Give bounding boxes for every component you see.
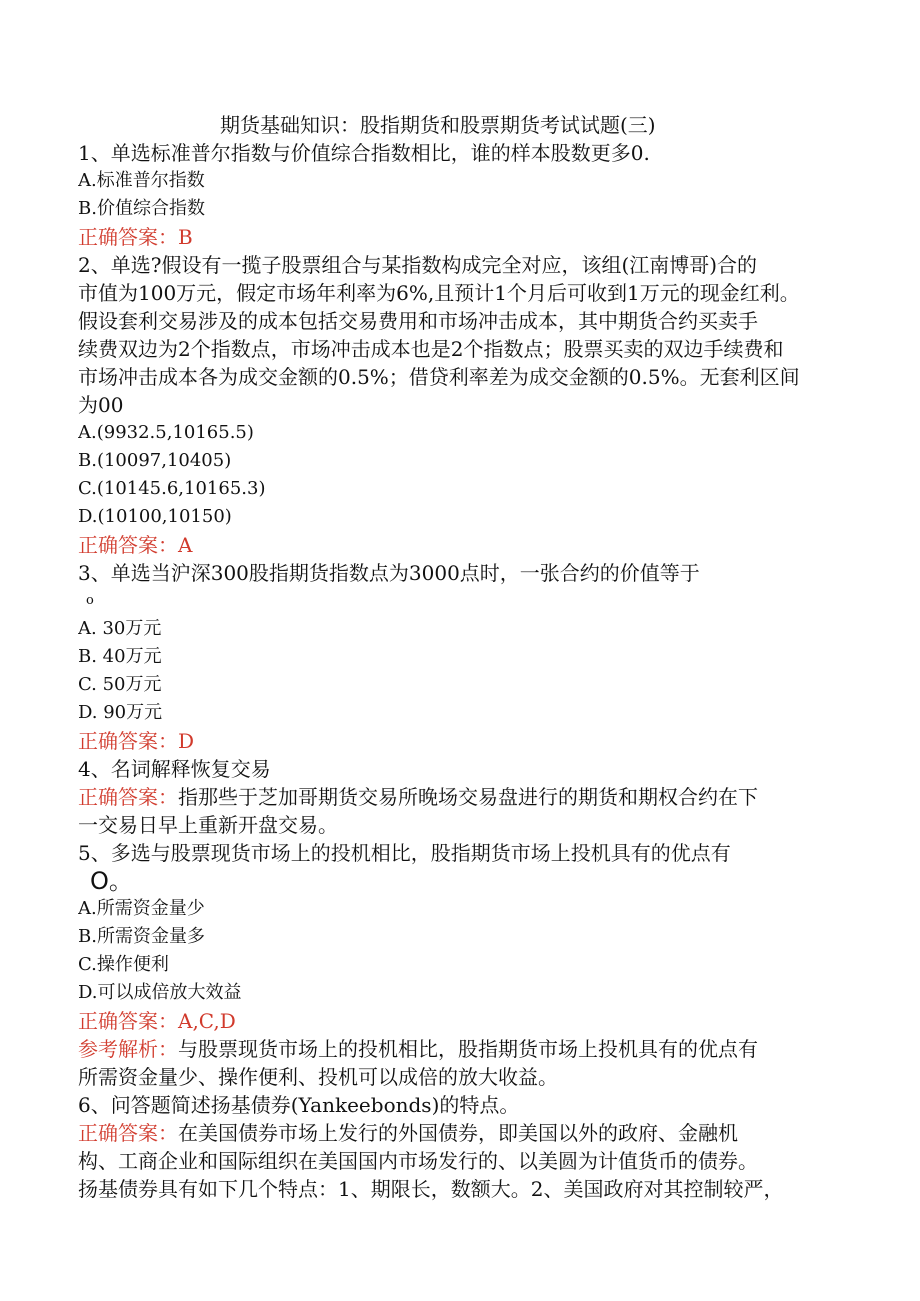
answer-value: A	[178, 533, 193, 557]
question-5-option-c: C.操作便利	[78, 954, 169, 975]
question-2-stem-line: 为00	[78, 393, 124, 417]
question-6-answer-line: 扬基债券具有如下几个特点：1、期限长，数额大。2、美国政府对其控制较严，	[78, 1177, 784, 1201]
question-5-option-d: D.可以成倍放大效益	[78, 982, 242, 1003]
question-6-stem: 6、问答题简述扬基债券(Yankeebonds)的特点。	[78, 1093, 520, 1117]
question-3-option-a: A. 30万元	[78, 618, 162, 639]
question-5-option-b: B.所需资金量多	[78, 926, 205, 947]
question-2-option-d: D.(10100,10150)	[78, 506, 232, 527]
answer-text: 在美国债券市场上发行的外国债券，即美国以外的政府、金融机	[178, 1121, 738, 1145]
answer-label: 正确答案：	[78, 1121, 178, 1145]
question-5-stem: 5、多选与股票现货市场上的投机相比，股指期货市场上投机具有的优点有	[78, 841, 731, 865]
question-3-option-c: C. 50万元	[78, 674, 162, 695]
question-2-stem-line: 假设套利交易涉及的成本包括交易费用和市场冲击成本，其中期货合约买卖手	[78, 309, 758, 333]
answer-label: 正确答案：	[78, 1009, 178, 1033]
question-1-option-b: B.价值综合指数	[78, 198, 205, 219]
question-5-answer	[78, 1007, 842, 1035]
question-3-answer	[78, 727, 842, 755]
answer-label: 正确答案：	[78, 785, 178, 809]
question-list	[78, 139, 842, 1203]
answer-label: 正确答案：	[78, 225, 178, 249]
question-2-option-a: A.(9932.5,10165.5)	[78, 422, 254, 443]
analysis-label: 参考解析：	[78, 1037, 178, 1061]
page-title: 期货基础知识：股指期货和股票期货考试试题(三)	[220, 113, 656, 137]
answer-value: D	[178, 729, 195, 753]
question-1-answer	[78, 223, 842, 251]
answer-text: 指那些于芝加哥期货交易所晚场交易盘进行的期货和期权合约在下	[178, 785, 758, 809]
analysis-text: 与股票现货市场上的投机相比，股指期货市场上投机具有的优点有	[178, 1037, 758, 1061]
question-3-stem: 3、单选当沪深300股指期货指数点为3000点时，一张合约的价值等于	[78, 561, 700, 585]
question-5-blank-line	[78, 867, 842, 895]
question-3-option-b: B. 40万元	[78, 646, 162, 667]
question-3-option-d: D. 90万元	[78, 702, 163, 723]
question-5-analysis-line: 所需资金量少、操作便利、投机可以成倍的放大收益。	[78, 1065, 558, 1089]
question-2-stem-line: 市场冲击成本各为成交金额的0.5%；借贷利率差为成交金额的0.5%。无套利区间	[78, 365, 800, 389]
question-5-option-a: A.所需资金量少	[78, 898, 205, 919]
question-2-option-c: C.(10145.6,10165.3)	[78, 478, 266, 499]
question-5-analysis	[78, 1035, 842, 1063]
answer-label: 正确答案：	[78, 533, 178, 557]
question-3-blank-mark: o	[86, 593, 94, 608]
question-4-answer	[78, 783, 842, 811]
question-1-option-a: A.标准普尔指数	[78, 170, 205, 191]
question-4-stem: 4、名词解释恢复交易	[78, 757, 271, 781]
question-1-stem: 1、单选标准普尔指数与价值综合指数相比，谁的样本股数更多0.	[78, 141, 650, 165]
question-5-blank-mark: O。	[90, 867, 133, 895]
answer-value: B	[178, 225, 193, 249]
question-2-answer	[78, 531, 842, 559]
question-3-blank-line	[78, 587, 842, 615]
question-2-stem-line: 2、单选?假设有一揽子股票组合与某指数构成完全对应，该组(江南博哥)合的	[78, 253, 758, 277]
question-2-option-b: B.(10097,10405)	[78, 450, 232, 471]
question-6-answer	[78, 1119, 842, 1147]
answer-value: A,C,D	[178, 1009, 236, 1033]
answer-label: 正确答案：	[78, 729, 178, 753]
question-6-answer-line: 构、工商企业和国际组织在美国国内市场发行的、以美圆为计值货币的债券。	[78, 1149, 758, 1173]
question-2-stem-line: 续费双边为2个指数点，市场冲击成本也是2个指数点；股票买卖的双边手续费和	[78, 337, 784, 361]
question-2-stem-line: 市值为100万元，假定市场年利率为6%,且预计1个月后可收到1万元的现金红利。	[78, 281, 800, 305]
question-4-answer-line: 一交易日早上重新开盘交易。	[78, 813, 338, 837]
